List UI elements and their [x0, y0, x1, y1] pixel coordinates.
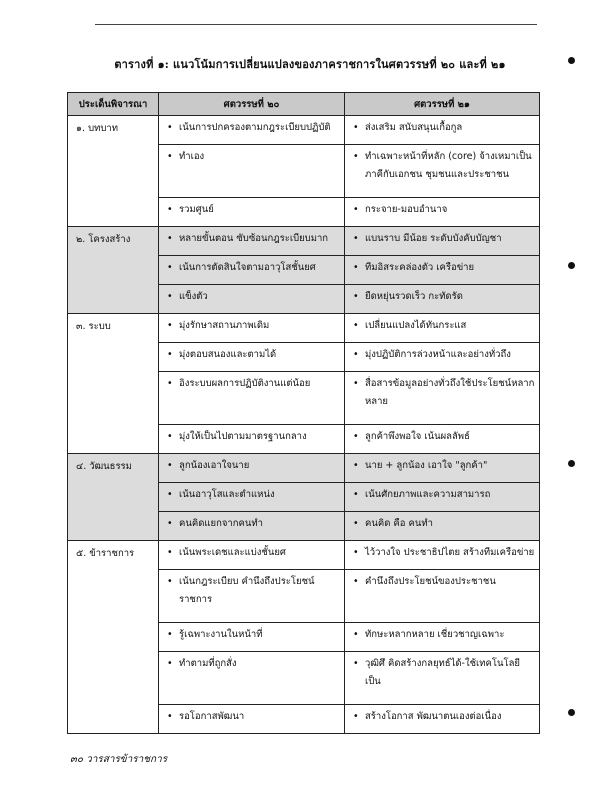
cell-text: มุ่งปฏิบัติการล่วงหน้าและอย่างทั่วถึง — [365, 349, 511, 361]
bullet-icon: • — [167, 291, 173, 302]
cell-20th-century — [159, 116, 345, 145]
cell-text: ลูกค้าพึงพอใจ เน้นผลลัพธ์ — [365, 430, 470, 442]
cell-text: ทักษะหลากหลาย เชี่ยวชาญเฉพาะ — [365, 629, 505, 640]
cell-text: หลายขั้นตอน ซับซ้อนกฎระเบียบมาก — [179, 232, 329, 244]
bullet-icon: • — [167, 658, 173, 670]
cell-text: สื่อสารข้อมูลอย่างทั่วถึงใช้ประโยชน์หลากหลาย — [365, 378, 535, 408]
cell-20th-century — [159, 623, 345, 652]
cell-21st-century — [345, 145, 540, 198]
cell-text: ยืดหยุ่นรวดเร็ว กะทัดรัด — [365, 291, 463, 302]
cell-text: เน้นการตัดสินใจตามอาวุโสชั้นยศ — [179, 261, 316, 273]
bullet-icon: • — [167, 203, 173, 215]
header-21st-century: ศตวรรษที่ ๒๑ — [345, 93, 540, 116]
cell-text: เน้นการปกครองตามกฎระเบียบปฏิบัติ — [179, 122, 331, 133]
cell-text: รวมศูนย์ — [179, 203, 214, 215]
cell-20th-century — [159, 424, 345, 453]
bullet-icon: • — [353, 460, 359, 471]
table-row — [68, 226, 540, 255]
cell-20th-century — [159, 541, 345, 570]
table-row — [68, 314, 540, 343]
cell-text: มุ่งรักษาสถานภาพเดิม — [179, 320, 270, 332]
cell-20th-century — [159, 570, 345, 623]
cell-text: เน้นกฎระเบียบ คำนึงถึงประโยชน์ราชการ — [179, 576, 315, 606]
cell-20th-century — [159, 226, 345, 255]
bullet-icon: • — [167, 378, 173, 390]
category-cell: ๓. ระบบ — [68, 314, 159, 454]
cell-21st-century — [345, 285, 540, 314]
page-title: ตารางที่ ๑: แนวโน้มการเปลี่ยนแปลงของภาคราชการในศตวรรษที่ ๒๐ และที่ ๒๑ — [114, 58, 506, 71]
cell-21st-century — [345, 512, 540, 541]
bullet-icon: • — [167, 518, 173, 530]
cell-text: เปลี่ยนแปลงได้ทันกระแส — [365, 320, 467, 332]
bullet-icon: • — [353, 122, 359, 133]
cell-21st-century — [345, 541, 540, 570]
bullet-icon: • — [167, 460, 173, 471]
table-row — [68, 116, 540, 145]
cell-text: สร้างโอกาส พัฒนาตนเองต่อเนื่อง — [365, 710, 502, 722]
table-row — [68, 541, 540, 570]
bullet-icon: • — [167, 629, 173, 640]
scan-mark-dot — [568, 57, 575, 64]
cell-21st-century — [345, 116, 540, 145]
cell-text: ลูกน้องเอาใจนาย — [179, 460, 250, 471]
cell-21st-century — [345, 652, 540, 705]
cell-21st-century — [345, 255, 540, 284]
bullet-icon: • — [167, 122, 173, 133]
bullet-icon: • — [167, 151, 173, 163]
page-footer: ๓๐ วารสารข้าราชการ — [70, 754, 168, 765]
cell-21st-century — [345, 314, 540, 343]
cell-text: เน้นศักยภาพและความสามารถ — [365, 489, 491, 501]
cell-20th-century — [159, 145, 345, 198]
cell-21st-century — [345, 623, 540, 652]
cell-20th-century — [159, 483, 345, 512]
cell-text: รอโอกาสพัฒนา — [179, 710, 245, 722]
cell-text: เน้นพระเดชและแบ่งชั้นยศ — [179, 547, 286, 559]
bullet-icon: • — [167, 489, 173, 501]
comparison-table — [67, 92, 540, 734]
cell-text: ทีมอิสระคล่องตัว เครือข่าย — [365, 261, 475, 273]
header-topic: ประเด็นพิจารณา — [68, 93, 159, 116]
cell-text: แบนราบ มีน้อย ระดับบังคับบัญชา — [365, 232, 502, 244]
cell-text: อิงระบบผลการปฏิบัติงานแต่น้อย — [179, 378, 311, 390]
cell-text: วุฒิศึ คิดสร้างกลยุทธ์ได้-ใช้เทคโนโลยีเป็น — [365, 658, 520, 688]
bullet-icon: • — [353, 203, 359, 215]
cell-20th-century — [159, 343, 345, 372]
cell-text: คำนึงถึงประโยชน์ของประชาชน — [365, 576, 496, 588]
cell-21st-century — [345, 454, 540, 483]
bullet-icon: • — [353, 547, 359, 559]
bullet-icon: • — [167, 320, 173, 332]
cell-text: แข็งตัว — [179, 291, 208, 302]
bullet-icon: • — [353, 658, 359, 670]
cell-text: มุ่งตอบสนองและตามได้ — [179, 349, 277, 361]
cell-text: คนคิดแยกจากคนทำ — [179, 518, 263, 530]
cell-text: ทำเอง — [179, 151, 205, 163]
cell-20th-century — [159, 454, 345, 483]
cell-text: กระจาย-มอบอำนาจ — [365, 203, 448, 215]
bullet-icon: • — [167, 547, 173, 559]
bullet-icon: • — [353, 489, 359, 501]
bullet-icon: • — [353, 232, 359, 244]
top-rule — [95, 24, 537, 25]
bullet-icon: • — [353, 629, 359, 640]
cell-21st-century — [345, 197, 540, 226]
cell-text: ทำตามที่ถูกสั่ง — [179, 658, 237, 670]
cell-text: นาย + ลูกน้อง เอาใจ "ลูกค้า" — [365, 460, 488, 471]
bullet-icon: • — [353, 349, 359, 361]
cell-text: รู้เฉพาะงานในหน้าที่ — [179, 629, 263, 640]
bullet-icon: • — [353, 378, 359, 390]
cell-text: คนคิด คือ คนทำ — [365, 518, 433, 530]
bullet-icon: • — [167, 232, 173, 244]
category-cell: ๔. วัฒนธรรม — [68, 454, 159, 541]
bullet-icon: • — [353, 151, 359, 163]
cell-20th-century — [159, 255, 345, 284]
category-cell: ๒. โครงสร้าง — [68, 226, 159, 313]
cell-21st-century — [345, 343, 540, 372]
cell-text: ส่งเสริม สนับสนุนเกื้อกูล — [365, 122, 463, 133]
bullet-icon: • — [353, 518, 359, 530]
category-cell: ๕. ข้าราชการ — [68, 541, 159, 734]
bullet-icon: • — [167, 261, 173, 273]
cell-20th-century — [159, 314, 345, 343]
bullet-icon: • — [353, 430, 359, 442]
cell-21st-century — [345, 226, 540, 255]
cell-21st-century — [345, 483, 540, 512]
scan-mark-dot — [568, 262, 575, 269]
cell-21st-century — [345, 570, 540, 623]
bullet-icon: • — [167, 576, 173, 588]
category-cell: ๑. บทบาท — [68, 116, 159, 227]
header-20th-century: ศตวรรษที่ ๒๐ — [159, 93, 345, 116]
cell-21st-century — [345, 704, 540, 733]
cell-20th-century — [159, 652, 345, 705]
bullet-icon: • — [353, 320, 359, 332]
scan-mark-dot — [568, 709, 575, 716]
cell-21st-century — [345, 372, 540, 425]
bullet-icon: • — [167, 430, 173, 442]
cell-20th-century — [159, 704, 345, 733]
cell-text: ทำเฉพาะหน้าที่หลัก (core) จ้างเหมาเป็นภาคีกับเอกชน ชุมชนและประชาชน — [365, 151, 532, 181]
bullet-icon: • — [353, 291, 359, 302]
cell-20th-century — [159, 512, 345, 541]
cell-text: ไว้วางใจ ประชาธิปไตย สร้างทีมเครือข่าย — [365, 547, 535, 559]
cell-text: มุ่งให้เป็นไปตามมาตรฐานกลาง — [179, 430, 307, 442]
bullet-icon: • — [353, 576, 359, 588]
cell-20th-century — [159, 285, 345, 314]
cell-20th-century — [159, 372, 345, 425]
table-header-row — [68, 93, 540, 116]
cell-text: เน้นอาวุโสและตำแหน่ง — [179, 489, 275, 501]
table-row — [68, 454, 540, 483]
bullet-icon: • — [167, 710, 173, 722]
cell-21st-century — [345, 424, 540, 453]
scan-mark-dot — [568, 460, 575, 467]
cell-20th-century — [159, 197, 345, 226]
bullet-icon: • — [353, 710, 359, 722]
bullet-icon: • — [353, 261, 359, 273]
bullet-icon: • — [167, 349, 173, 361]
